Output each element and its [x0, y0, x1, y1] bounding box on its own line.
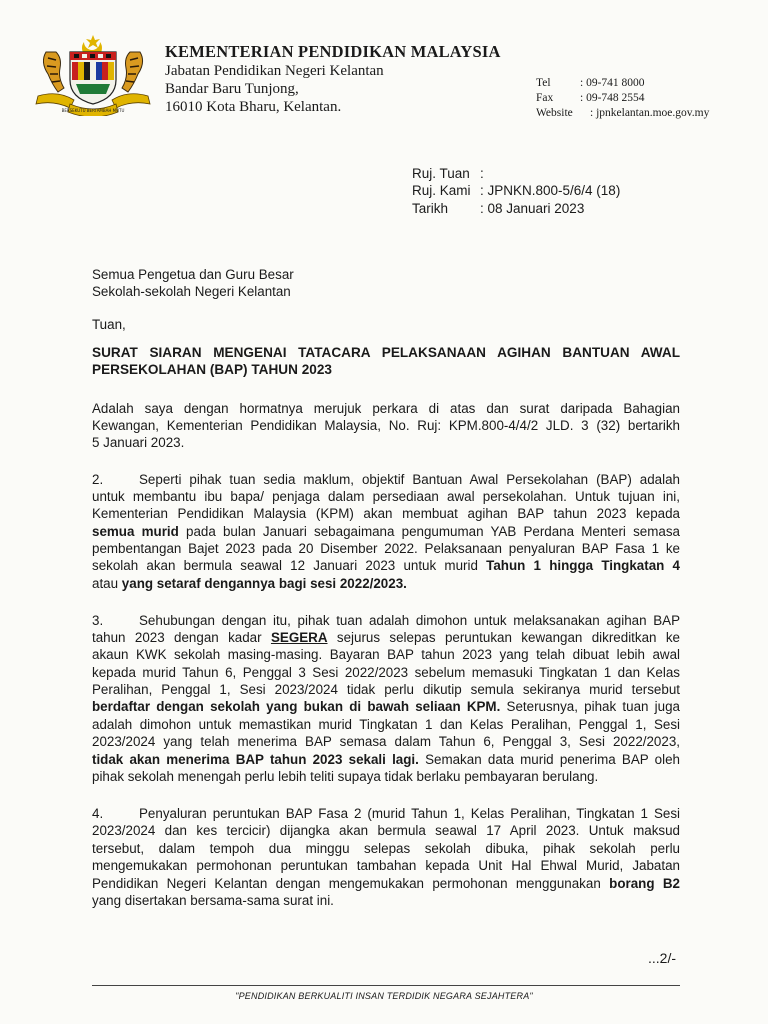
salutation: Tuan, [92, 317, 126, 332]
svg-text:BERSEKUTU BERTAMBAH MUTU: BERSEKUTU BERTAMBAH MUTU [61, 108, 125, 113]
p2-line: atau yang setaraf dengannya bagi sesi 2022/2023. [92, 576, 407, 591]
address-line-2: 16010 Kota Bharu, Kelantan. [165, 99, 342, 115]
p4-line: mengemukakan permohonan peruntukan tambahan kepada Unit Hal Ehwal Murid, Jabatan [92, 858, 680, 873]
website-value: : jpnkelantan.moe.gov.my [590, 107, 710, 119]
footer-motto: "PENDIDIKAN BERKUALITI INSAN TERDIDIK NEGARA SEJAHTERA" [235, 991, 533, 1001]
recipient-line-1: Semua Pengetua dan Guru Besar [92, 267, 294, 282]
p2-line: Seperti pihak tuan sedia maklum, objektif Bantuan Awal Persekolahan (BAP) adalah [139, 472, 680, 487]
p4-line: yang disertakan bersama-sama surat ini. [92, 893, 334, 908]
page-continuation: ...2/- [648, 950, 677, 966]
letter-title-line-2: PERSEKOLAHAN (BAP) TAHUN 2023 [92, 362, 332, 377]
coat-of-arms-logo [32, 34, 154, 116]
p3-line: 2023/2024 yang telah menerima BAP semasa dalam Tahun 6, Penggal 3, Sesi 2022/2023, [92, 734, 680, 749]
p1-line: Kewangan, Kementerian Pendidikan Malaysia, No. Ruj: KPM.800-4/4/2 JLD. 3 (32) bertarikh [92, 418, 680, 433]
p4-line: tersebut, dalam tempoh dua minggu selepas sekolah dibuka, pihak sekolah perlu [92, 841, 680, 856]
tel-row [536, 77, 645, 89]
p3-line: tidak akan menerima BAP tahun 2023 sekali lagi. Semakan data murid penerima BAP oleh [92, 752, 680, 767]
p4-line: 2023/2024 dan kes tercicir) dijangka akan bermula seawal 17 April 2023. Untuk maksud [92, 823, 680, 838]
p3-line: Peralihan, Penggal 1, Sesi 2023/2024 tidak perlu dikutip semula sekiranya murid tersebut [92, 682, 680, 697]
p4-line: Penyaluran peruntukan BAP Fasa 2 (murid Tahun 1, Kelas Peralihan, Tingkatan 1 Sesi [139, 806, 680, 821]
p2-line: Kementerian Pendidikan Malaysia (KPM) akan membuat agihan BAP tahun 2023 kepada [92, 506, 680, 521]
ministry-name: KEMENTERIAN PENDIDIKAN MALAYSIA [165, 42, 501, 61]
recipient-line-2: Sekolah-sekolah Negeri Kelantan [92, 284, 291, 299]
p2-line: sekolah akan bermula seawal 12 Januari 2023 untuk murid Tahun 1 hingga Tingkatan 4 [92, 558, 680, 573]
p1-line: Adalah saya dengan hormatnya merujuk perkara di atas dan surat daripada Bahagian [92, 401, 680, 416]
p4-line: Pendidikan Negeri Kelantan dengan mengemukakan permohonan menggunakan borang B2 [92, 876, 680, 891]
fax-row [536, 92, 645, 104]
p2-line: semua murid pada bulan Januari sebagaimana pengumuman YAB Perdana Menteri semasa [92, 524, 680, 539]
website-label: Website [536, 107, 573, 119]
department-name: Jabatan Pendidikan Negeri Kelantan [165, 63, 384, 79]
p2-line: pembentangan Bajet 2023 pada 20 Disember 2022. Pelaksanaan penyaluran BAP Fasa 1 ke [92, 541, 680, 556]
ref-ruj-kami: Ruj. Kami : JPNKN.800-5/6/4 (18) [412, 183, 621, 198]
ref-ruj-tuan: Ruj. Tuan : [412, 166, 484, 181]
p4-number: 4. [92, 806, 104, 821]
p3-line: akaun KWK sekolah masing-masing. Bayaran BAP tahun 2023 yang telah dibuat lebih awal [92, 647, 680, 662]
p3-number: 3. [92, 613, 104, 628]
p2-number: 2. [92, 472, 104, 487]
p3-line: tahun 2023 dengan kadar SEGERA sejurus selepas peruntukan kewangan dikreditkan ke [92, 630, 680, 645]
p1-line: 5 Januari 2023. [92, 435, 185, 450]
letter-title-line-1: SURAT SIARAN MENGENAI TATACARA PELAKSANAAN AGIHAN BANTUAN AWAL [92, 345, 680, 360]
address-line-1: Bandar Baru Tunjong, [165, 81, 299, 97]
fax-label: Fax [536, 92, 554, 104]
tel-label: Tel [536, 77, 551, 89]
ref-tarikh: Tarikh : 08 Januari 2023 [412, 201, 585, 216]
p3-line: Sehubungan dengan itu, pihak tuan adalah dimohon untuk melaksanakan agihan BAP [139, 613, 680, 628]
footer-divider [92, 985, 680, 986]
tel-value: : 09-741 8000 [580, 77, 645, 89]
website-row [536, 107, 709, 119]
p3-line: kepada murid Tahun 6, Penggal 3 Sesi 2022/2023 sebelum memasuki Tingkatan 1 dan Kelas [92, 665, 680, 680]
p2-line: untuk membantu ibu bapa/ penjaga dalam persediaan awal persekolahan. Untuk tujuan ini, [92, 489, 680, 504]
p3-line: pihak sekolah menengah perlu lebih teliti supaya tidak berlaku pembayaran berulang. [92, 769, 599, 784]
p3-line: adalah dimohon untuk memastikan murid Tingkatan 1 dan Kelas Peralihan, Penggal 1, Sesi [92, 717, 680, 732]
p3-line: berdaftar dengan sekolah yang bukan di bawah seliaan KPM. Seterusnya, pihak tuan juga [92, 699, 680, 714]
fax-value: : 09-748 2554 [580, 92, 645, 104]
